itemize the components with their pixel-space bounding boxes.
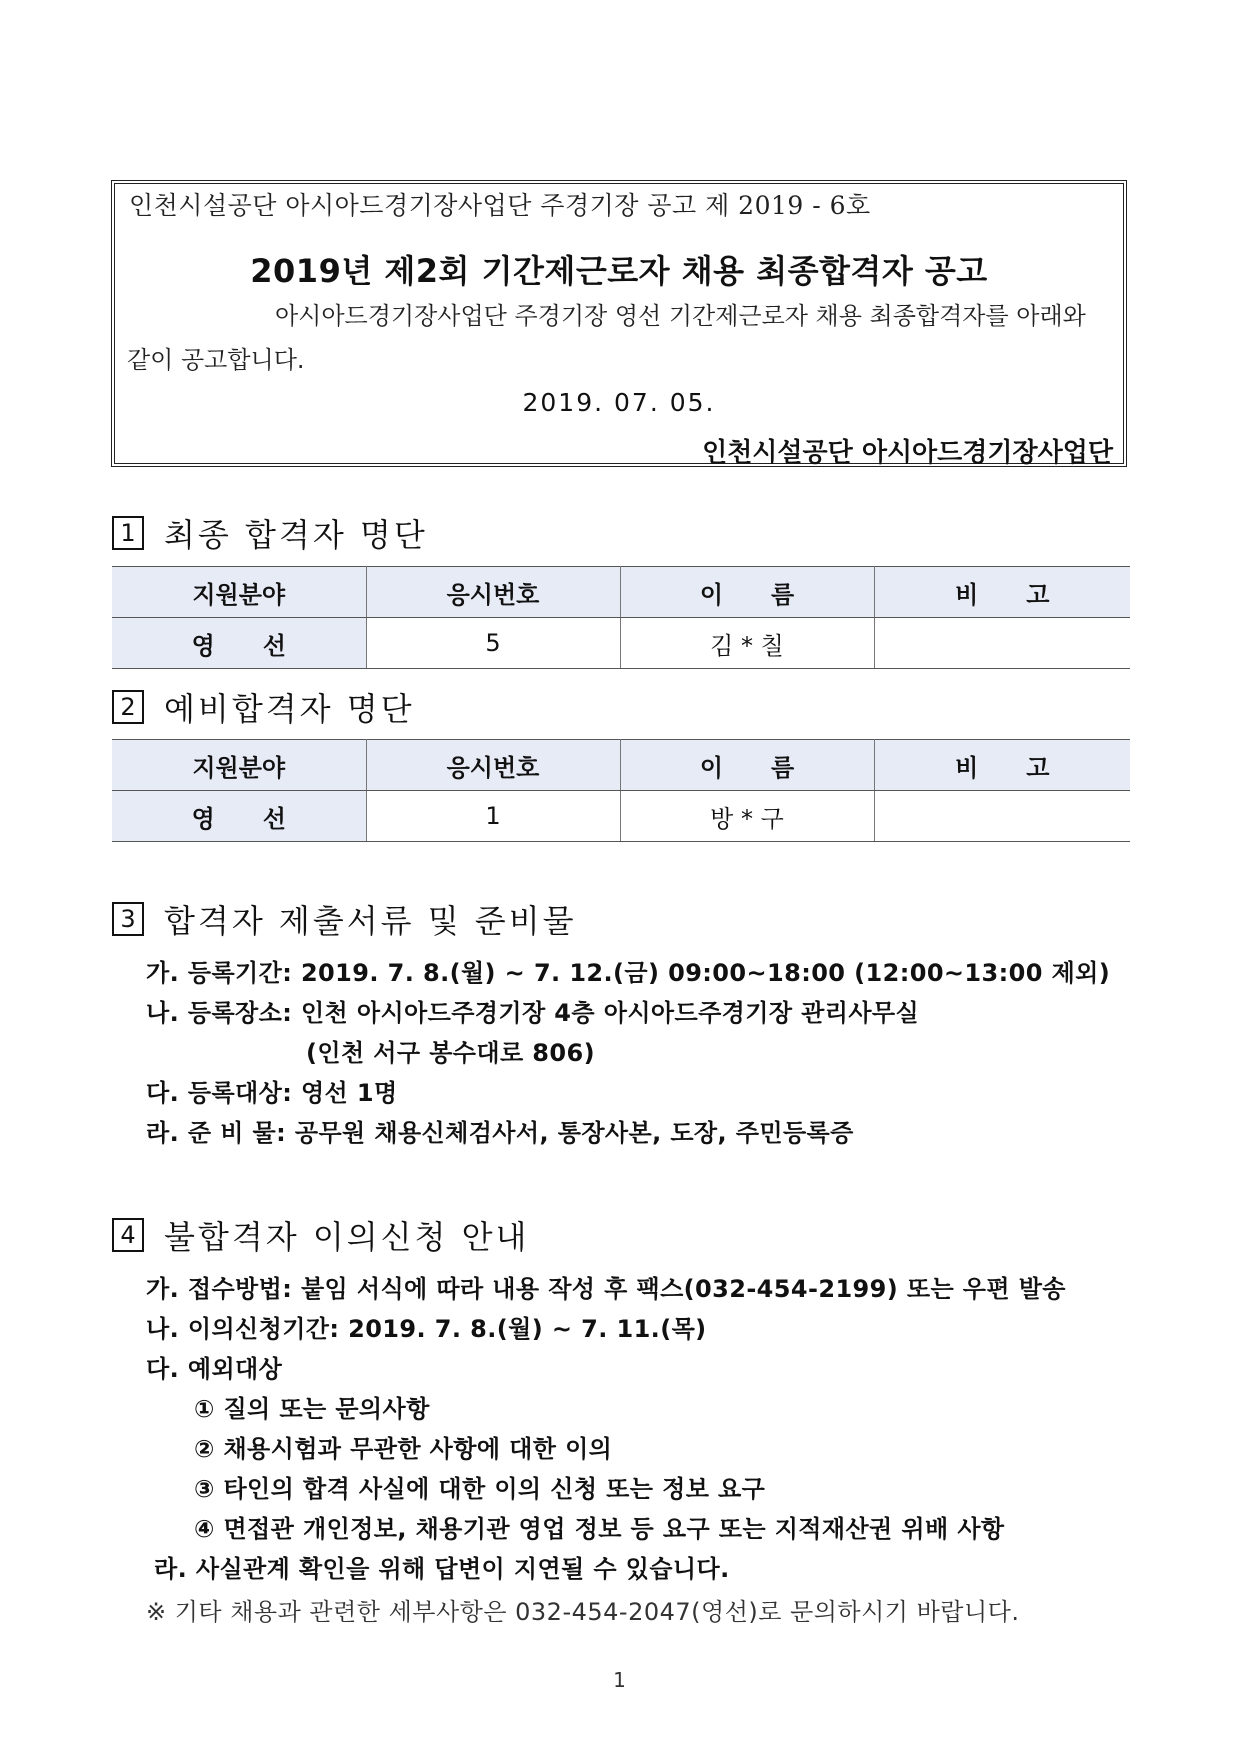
list-item: 나. 등록장소: 인천 아시아드주경기장 4층 아시아드주경기장 관리사무실 [146, 999, 920, 1027]
column-header-exam-number: 응시번호 [366, 567, 620, 618]
section-3-title: 합격자 제출서류 및 준비물 [164, 902, 577, 940]
table-row [112, 618, 1130, 669]
column-header-remarks: 비 고 [874, 567, 1130, 618]
list-item: (인천 서구 봉수대로 806) [306, 1039, 595, 1067]
section-2-heading [112, 684, 415, 730]
exception-item: ② 채용시험과 무관한 사항에 대한 이의 [194, 1435, 613, 1463]
section-2-number: 2 [112, 690, 144, 724]
page-number: 1 [613, 1668, 626, 1692]
notice-header-box [111, 180, 1127, 467]
cell-remarks [874, 791, 1130, 842]
column-header-name: 이 름 [620, 740, 874, 791]
section-2-title: 예비합격자 명단 [164, 690, 415, 728]
list-item: 라. 준 비 물: 공무원 채용신체검사서, 통장사본, 도장, 주민등록증 [146, 1119, 854, 1147]
table-row [112, 791, 1130, 842]
cell-name: 방 * 구 [620, 791, 874, 842]
section-1-heading [112, 510, 428, 556]
cell-exam-number: 5 [366, 618, 620, 669]
issuer-name: 인천시설공단 아시아드경기장사업단 [702, 438, 1113, 468]
document-title: 2019년 제2회 기간제근로자 채용 최종합격자 공고 [250, 252, 988, 290]
cell-name: 김 * 칠 [620, 618, 874, 669]
section-4-title: 불합격자 이의신청 안내 [164, 1218, 530, 1256]
intro-text-line-2: 같이 공고합니다. [127, 346, 305, 374]
column-header-name: 이 름 [620, 567, 874, 618]
section-4-heading [112, 1212, 529, 1258]
final-passers-table [112, 566, 1130, 669]
contact-footnote: ※ 기타 채용과 관련한 세부사항은 032-454-2047(영선)로 문의하시기 바랍니다. [146, 1598, 1020, 1626]
column-header-field: 지원분야 [112, 740, 366, 791]
reserve-passers-table [112, 739, 1130, 842]
table-header-row [112, 740, 1130, 791]
section-1-number: 1 [112, 516, 144, 550]
cell-field: 영 선 [112, 618, 366, 669]
table-header-row [112, 567, 1130, 618]
section-3-heading [112, 896, 577, 942]
column-header-field: 지원분야 [112, 567, 366, 618]
list-item: 다. 예외대상 [146, 1355, 283, 1383]
notice-number: 인천시설공단 아시아드경기장사업단 주경기장 공고 제 2019 - 6호 [129, 191, 871, 220]
intro-text-line-1: 아시아드경기장사업단 주경기장 영선 기간제근로자 채용 최종합격자를 아래와 [275, 302, 1086, 330]
section-3-number: 3 [112, 902, 144, 936]
cell-field: 영 선 [112, 791, 366, 842]
column-header-exam-number: 응시번호 [366, 740, 620, 791]
notice-date: 2019. 07. 05. [522, 388, 716, 417]
list-item: 나. 이의신청기간: 2019. 7. 8.(월) ~ 7. 11.(목) [146, 1315, 707, 1343]
exception-item: ④ 면접관 개인정보, 채용기관 영업 정보 등 요구 또는 지적재산권 위배 사항 [194, 1515, 1005, 1543]
list-item: 다. 등록대상: 영선 1명 [146, 1079, 398, 1107]
column-header-remarks: 비 고 [874, 740, 1130, 791]
section-4-number: 4 [112, 1218, 144, 1252]
cell-exam-number: 1 [366, 791, 620, 842]
exception-item: ③ 타인의 합격 사실에 대한 이의 신청 또는 정보 요구 [194, 1475, 766, 1503]
list-item: 가. 접수방법: 붙임 서식에 따라 내용 작성 후 팩스(032-454-2199) 또는 우편 발송 [146, 1275, 1066, 1303]
exception-item: ① 질의 또는 문의사항 [194, 1395, 430, 1423]
cell-remarks [874, 618, 1130, 669]
list-item: 가. 등록기간: 2019. 7. 8.(월) ~ 7. 12.(금) 09:00~18:00 (12:00~13:00 제외) [146, 959, 1111, 987]
section-1-title: 최종 합격자 명단 [164, 516, 428, 554]
list-item: 라. 사실관계 확인을 위해 답변이 지연될 수 있습니다. [154, 1555, 730, 1583]
